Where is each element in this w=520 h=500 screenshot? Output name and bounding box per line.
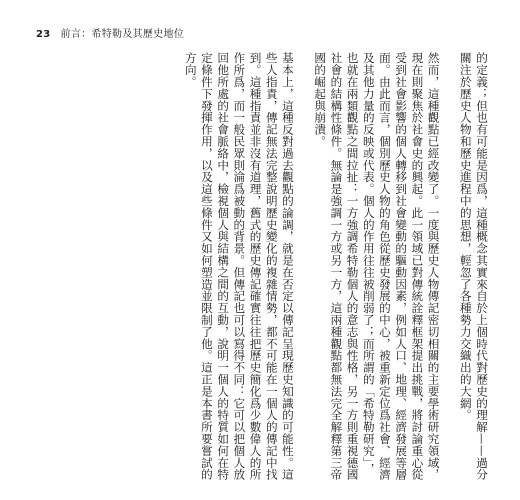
paragraph-3: 基本上，這種反對過去觀點的論調，就是在否定以傳記呈現歷史知識的可能性。這些人指責，傳記無法完整說明歷史變化的複雜情勢，都不可能在一個人的傳記中找到。這種指責並非沒有道理，舊式的歷史傳記確實往往把歷史簡化爲少數偉人的所作所爲，而一般民眾則淪爲被動的背景。但傳記也可以寫得不同：它可以把個人放回他所處的社會脈絡中，檢視個人與結構之間的互動，說明一個人的特質如何在特定條件下發揮作用，以及這些條件又如何塑造並限制了他。這正是本書所要嘗試的方向。: [183, 52, 295, 481]
body-text: [36, 52, 490, 484]
page-number: 23: [36, 29, 51, 40]
running-title: 前言：希特勒及其歷史地位: [60, 29, 185, 40]
paragraph-2: 然而，這種觀點已經改變了。一度與歷史人物傳記密切相關的主要學術研究領域，現在則聚焦於社會史的興起。此一領域已對傳統詮釋框架提出挑戰，將討論重心從受到社會影響的個人轉移到社會變動的驅動因素，例如人口、地理、經濟發展等層面。由此而言，個別歷史人物的角色從歷史發展的中心，被重新定位爲社會、經濟及其他力量的反映或代表。個人的作用往往被削弱了；而所謂的「希特勒研究」，也就在兩類觀點之間拉扯：一方強調希特勒個人的意志與性格，另一方則重視德國社會的結構性條件。無論是強調一方或另一方，這兩種觀點都無法完全解釋第三帝國的崛起與崩潰。: [313, 52, 441, 481]
running-header: [36, 25, 184, 40]
paragraph-1: 的定義；但也有可能是因爲，這種概念其實來自於上個時代對歷史的理解——過分關注於歷史人物和歷史進程中的思想，輕忽了各種勢力交織出的大網。: [458, 52, 489, 481]
